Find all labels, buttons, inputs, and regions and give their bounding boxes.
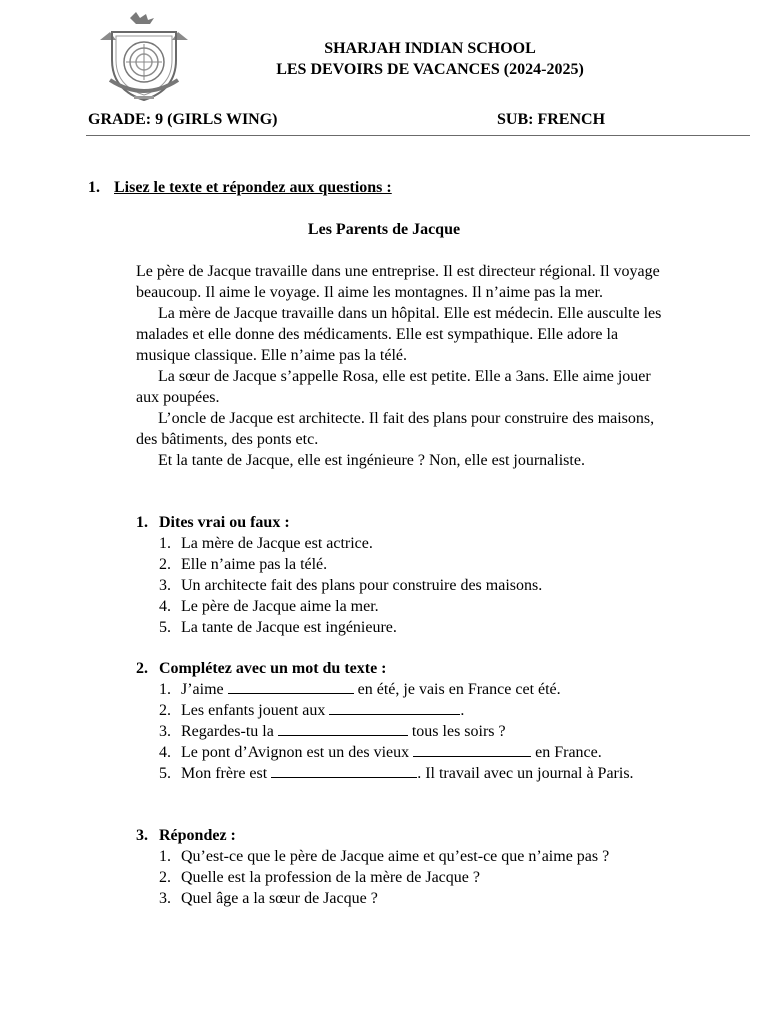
- passage-paragraph: La sœur de Jacque s’appelle Rosa, elle est petite. Elle a 3ans. Elle aime jouer aux poupées.: [136, 368, 651, 406]
- question-1-instruction: [88, 178, 392, 198]
- list-item: 1. Qu’est-ce que le père de Jacque aime et qu’est-ce que n’aime pas ?: [159, 848, 610, 865]
- list-item: 2. Les enfants jouent aux .: [159, 702, 465, 719]
- question-number: 1.: [88, 179, 100, 196]
- school-crest-icon: [96, 10, 192, 104]
- school-header: [230, 38, 630, 80]
- document-subtitle: LES DEVOIRS DE VACANCES (2024-2025): [276, 61, 584, 78]
- list-item: 1. La mère de Jacque est actrice.: [159, 535, 373, 552]
- list-item: 5. La tante de Jacque est ingénieure.: [159, 619, 397, 636]
- list-item: 2. Elle n’aime pas la télé.: [159, 556, 328, 573]
- list-item: 1. J’aime en été, je vais en France cet été.: [159, 681, 561, 698]
- header-divider: [86, 135, 750, 136]
- list-item: 4. Le père de Jacque aime la mer.: [159, 598, 379, 615]
- answer-blank[interactable]: [271, 763, 417, 778]
- true-false-section: [136, 512, 656, 638]
- answer-list: [136, 846, 656, 909]
- answer-blank[interactable]: [278, 721, 408, 736]
- list-item: 4. Le pont d’Avignon est un des vieux en France.: [159, 744, 602, 761]
- fill-in-list: [136, 679, 656, 784]
- list-item: 5. Mon frère est . Il travail avec un journal à Paris.: [159, 765, 634, 782]
- section-heading: 2. Complétez avec un mot du texte :: [136, 660, 387, 677]
- section-heading: 3. Répondez :: [136, 827, 236, 844]
- answer-section: [136, 825, 656, 909]
- passage-paragraph: La mère de Jacque travaille dans un hôpital. Elle est médecin. Elle ausculte les malades et elle donne des médicaments. Elle est sympathique. Elle adore la musique classique. Elle n’aime pas la télé.: [136, 305, 662, 364]
- passage-paragraph: Le père de Jacque travaille dans une entreprise. Il est directeur régional. Il voyage beaucoup. Il aime le voyage. Il aime les montagnes. Il n’aime pas la mer.: [136, 263, 660, 301]
- school-name: SHARJAH INDIAN SCHOOL: [324, 40, 536, 57]
- answer-blank[interactable]: [228, 679, 354, 694]
- list-item: 3. Quel âge a la sœur de Jacque ?: [159, 890, 378, 907]
- passage-paragraph: Et la tante de Jacque, elle est ingénieure ? Non, elle est journaliste.: [158, 452, 585, 469]
- answer-blank[interactable]: [329, 700, 460, 715]
- answer-blank[interactable]: [413, 742, 531, 757]
- list-item: 3. Regardes-tu la tous les soirs ?: [159, 723, 506, 740]
- grade-label: GRADE: 9 (GIRLS WING): [88, 111, 278, 128]
- list-item: 2. Quelle est la profession de la mère de Jacque ?: [159, 869, 480, 886]
- section-heading: 1. Dites vrai ou faux :: [136, 514, 290, 531]
- subject-label: SUB: FRENCH: [497, 111, 606, 128]
- question-text: Lisez le texte et répondez aux questions :: [114, 179, 392, 196]
- fill-in-section: [136, 658, 656, 784]
- true-false-list: [136, 533, 656, 638]
- grade-subject-line: [88, 110, 748, 130]
- reading-text-title: Les Parents de Jacque: [307, 221, 461, 238]
- reading-passage: [136, 261, 668, 471]
- passage-paragraph: L’oncle de Jacque est architecte. Il fait des plans pour construire des maisons, des bâtiments, des ponts etc.: [136, 410, 655, 448]
- list-item: 3. Un architecte fait des plans pour construire des maisons.: [159, 577, 543, 594]
